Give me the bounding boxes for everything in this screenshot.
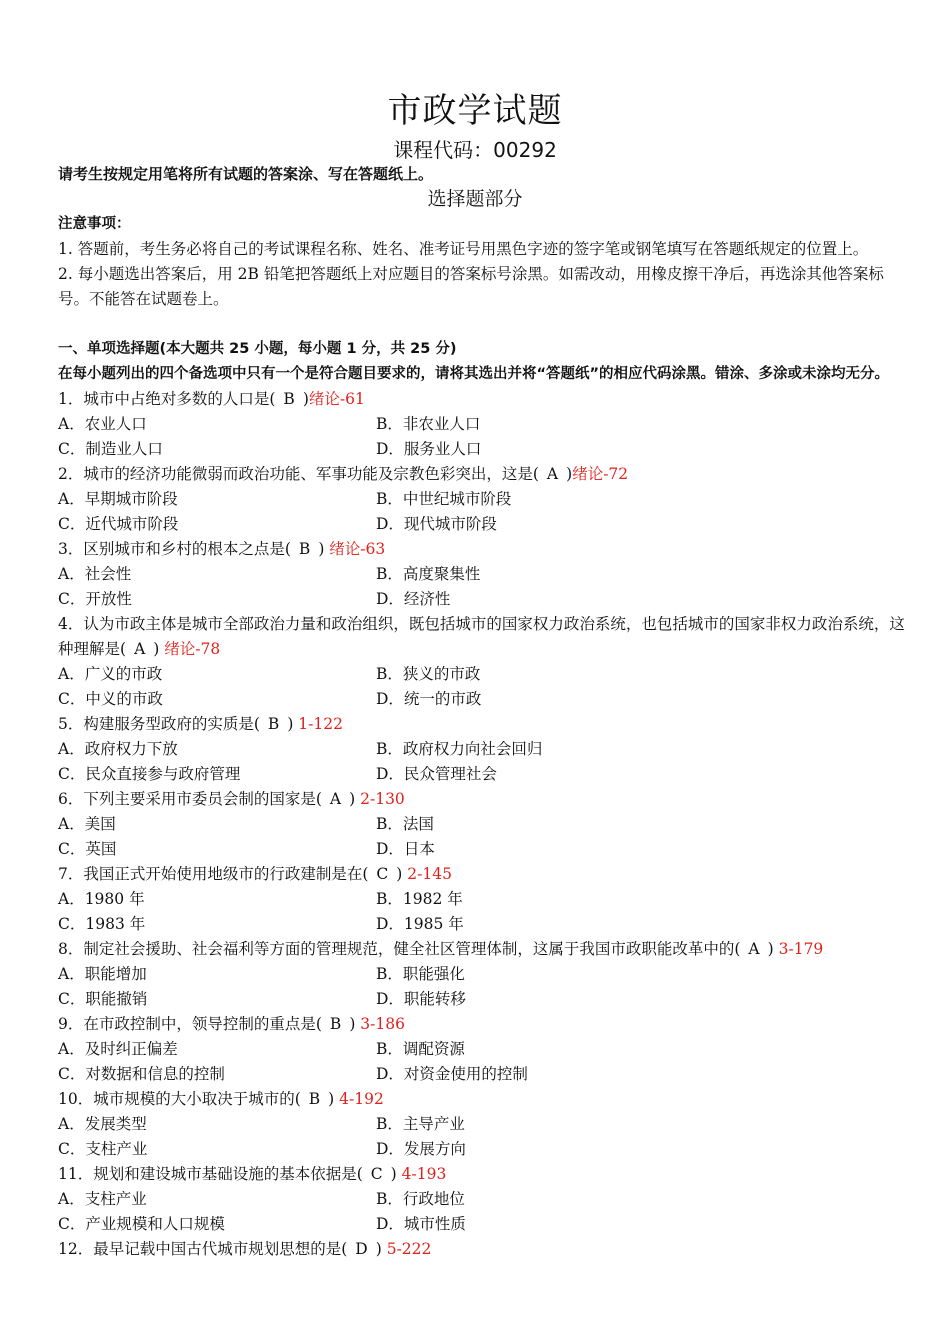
option: C．制造业人口 [58, 440, 163, 458]
question-close-paren: ) [767, 940, 779, 958]
question-close-paren: ) [349, 1015, 361, 1033]
option: B．非农业人口 [376, 415, 481, 433]
question-text: 11．规划和建设城市基础设施的基本依据是( [58, 1165, 363, 1183]
question-text: 2．城市的经济功能微弱而政治功能、军事功能及宗教色彩突出，这是( [58, 465, 539, 483]
option-row [58, 812, 908, 837]
option: B．中世纪城市阶段 [376, 490, 512, 508]
question-reference: 绪论-63 [329, 540, 386, 558]
option: C．近代城市阶段 [58, 515, 179, 533]
question-block [58, 612, 908, 712]
option: B．法国 [376, 815, 434, 833]
question-block [58, 1087, 908, 1162]
question-reference: 5-222 [386, 1240, 432, 1258]
question-list [58, 387, 908, 1262]
option-row [58, 987, 908, 1012]
question-answer: A [546, 465, 559, 483]
option: A．政府权力下放 [58, 740, 178, 758]
option-row [58, 1037, 908, 1062]
option-row [58, 687, 908, 712]
exam-title: 市政学试题 [387, 91, 563, 131]
option: B．职能强化 [376, 965, 465, 983]
option: D．1985 年 [376, 915, 464, 933]
question-close-paren: ) [566, 465, 573, 483]
option: C．开放性 [58, 590, 132, 608]
option: D．统一的市政 [376, 690, 482, 708]
option: A．社会性 [58, 565, 132, 583]
option-row [58, 912, 908, 937]
section-title: 选择题部分 [427, 188, 523, 210]
question-answer: D [355, 1240, 368, 1258]
option-row [58, 887, 908, 912]
option-row [58, 587, 908, 612]
question-stem [58, 1087, 908, 1112]
question-stem [58, 1012, 908, 1037]
question-text: 3．区别城市和乡村的根本之点是( [58, 540, 291, 558]
question-block [58, 387, 908, 462]
question-stem [58, 1162, 908, 1187]
question-reference: 1-122 [298, 715, 343, 733]
question-text: 12．最早记载中国古代城市规划思想的是( [58, 1240, 348, 1258]
option: A．农业人口 [58, 415, 147, 433]
option: D．现代城市阶段 [376, 515, 497, 533]
exam-body [58, 212, 908, 1262]
question-text: 9．在市政控制中，领导控制的重点是( [58, 1015, 322, 1033]
question-block [58, 712, 908, 787]
question-close-paren: ) [153, 640, 165, 658]
course-code: 课程代码：00292 [393, 138, 557, 162]
option: B．调配资源 [376, 1040, 465, 1058]
question-text: 1．城市中占绝对多数的人口是( [58, 390, 276, 408]
question-answer: C [370, 1165, 383, 1183]
question-text: 4．认为市政主体是城市全部政治力量和政治组织，既包括城市的国家权力政治系统，也包括城市的国家非权力政治系统，这种理解是( [58, 615, 905, 658]
question-text: 8．制定社会援助、社会福利等方面的管理规范，健全社区管理体制，这属于我国市政职能改革中的( [58, 940, 741, 958]
question-reference: 绪论-61 [308, 390, 365, 408]
option: A．职能增加 [58, 965, 147, 983]
question-block [58, 1012, 908, 1087]
question-stem [58, 612, 908, 662]
question-reference: 3-186 [360, 1015, 405, 1033]
question-block [58, 1237, 908, 1262]
option: B．1982 年 [376, 890, 463, 908]
question-answer: B [267, 715, 280, 733]
question-answer: C [376, 865, 389, 883]
question-answer: B [283, 390, 295, 408]
option: D．经济性 [376, 590, 451, 608]
part-header: 一、单项选择题(本大题共 25 小题，每小题 1 分，共 25 分) [58, 341, 457, 357]
option: D．发展方向 [376, 1140, 466, 1158]
question-text: 6．下列主要采用市委员会制的国家是( [58, 790, 322, 808]
question-answer: B [329, 1015, 342, 1033]
part-description: 在每小题列出的四个备选项中只有一个是符合题目要求的，请将其选出并将“答题纸”的相应代码涂黑。错涂、多涂或未涂均无分。 [58, 366, 890, 382]
question-stem [58, 462, 908, 487]
option: C．对数据和信息的控制 [58, 1065, 225, 1083]
question-reference: 2-145 [407, 865, 452, 883]
question-close-paren: ) [318, 540, 330, 558]
option-row [58, 1062, 908, 1087]
option: A．美国 [58, 815, 116, 833]
note-1: 1. 答题前，考生务必将自己的考试课程名称、姓名、准考证号用黑色字迹的签字笔或钢笔填写在答题纸规定的位置上。 [58, 240, 869, 258]
question-close-paren: ) [375, 1240, 387, 1258]
question-reference: 绪论-78 [164, 640, 221, 658]
notes-header: 注意事项： [58, 216, 131, 232]
question-close-paren: ) [328, 1090, 340, 1108]
question-close-paren: ) [349, 790, 361, 808]
question-reference: 3-179 [778, 940, 824, 958]
option: B．政府权力向社会回归 [376, 740, 543, 758]
question-block [58, 937, 908, 1012]
question-stem [58, 787, 908, 812]
answer-instruction: 请考生按规定用笔将所有试题的答案涂、写在答题纸上。 [58, 165, 434, 183]
option: D．城市性质 [376, 1215, 466, 1233]
question-block [58, 537, 908, 612]
option: C．支柱产业 [58, 1140, 148, 1158]
option: C．产业规模和人口规模 [58, 1215, 225, 1233]
option-row [58, 1137, 908, 1162]
question-block [58, 462, 908, 537]
option-row [58, 1112, 908, 1137]
option-row [58, 662, 908, 687]
option-row [58, 1187, 908, 1212]
question-close-paren: ) [390, 1165, 402, 1183]
option: C．民众直接参与政府管理 [58, 765, 241, 783]
question-reference: 4-193 [401, 1165, 447, 1183]
question-text: 10．城市规模的大小取决于城市的( [58, 1090, 301, 1108]
option: A．广义的市政 [58, 665, 163, 683]
question-close-paren: ) [302, 390, 309, 408]
question-stem [58, 862, 908, 887]
question-stem [58, 387, 908, 412]
option: B．高度聚集性 [376, 565, 481, 583]
option-row [58, 737, 908, 762]
question-close-paren: ) [396, 865, 408, 883]
option-row [58, 962, 908, 987]
option: D．日本 [376, 840, 435, 858]
question-reference: 2-130 [360, 790, 405, 808]
option: A．及时纠正偏差 [58, 1040, 178, 1058]
question-text: 5．构建服务型政府的实质是( [58, 715, 260, 733]
option: D．职能转移 [376, 990, 466, 1008]
spacer [58, 312, 908, 337]
question-text: 7．我国正式开始使用地级市的行政建制是在( [58, 865, 369, 883]
option-row [58, 762, 908, 787]
question-block [58, 862, 908, 937]
option: B．行政地位 [376, 1190, 465, 1208]
question-block [58, 787, 908, 862]
question-answer: B [308, 1090, 321, 1108]
question-close-paren: ) [287, 715, 299, 733]
option: B．主导产业 [376, 1115, 465, 1133]
option: C．职能撤销 [58, 990, 148, 1008]
question-reference: 4-192 [339, 1090, 384, 1108]
option: D．服务业人口 [376, 440, 482, 458]
question-stem [58, 1237, 908, 1262]
question-stem [58, 537, 908, 562]
option-row [58, 412, 908, 437]
option-row [58, 437, 908, 462]
option: A．发展类型 [58, 1115, 147, 1133]
question-stem [58, 712, 908, 737]
option-row [58, 512, 908, 537]
option: C．英国 [58, 840, 117, 858]
option: A．1980 年 [58, 890, 145, 908]
option-row [58, 1212, 908, 1237]
option: C．中义的市政 [58, 690, 163, 708]
question-answer: A [329, 790, 342, 808]
question-answer: A [748, 940, 760, 958]
question-stem [58, 937, 908, 962]
option: D．民众管理社会 [376, 765, 497, 783]
option: C．1983 年 [58, 915, 146, 933]
option: B．狭义的市政 [376, 665, 481, 683]
question-reference: 绪论-72 [572, 465, 629, 483]
option: A．支柱产业 [58, 1190, 147, 1208]
option: D．对资金使用的控制 [376, 1065, 528, 1083]
question-block [58, 1162, 908, 1237]
option-row [58, 487, 908, 512]
question-answer: B [298, 540, 311, 558]
option-row [58, 562, 908, 587]
option-row [58, 837, 908, 862]
note-2: 2. 每小题选出答案后，用 2B 铅笔把答题纸上对应题目的答案标号涂黑。如需改动，用橡皮擦干净后，再选涂其他答案标号。不能答在试题卷上。 [58, 265, 884, 308]
option: A．早期城市阶段 [58, 490, 178, 508]
question-answer: A [134, 640, 146, 658]
